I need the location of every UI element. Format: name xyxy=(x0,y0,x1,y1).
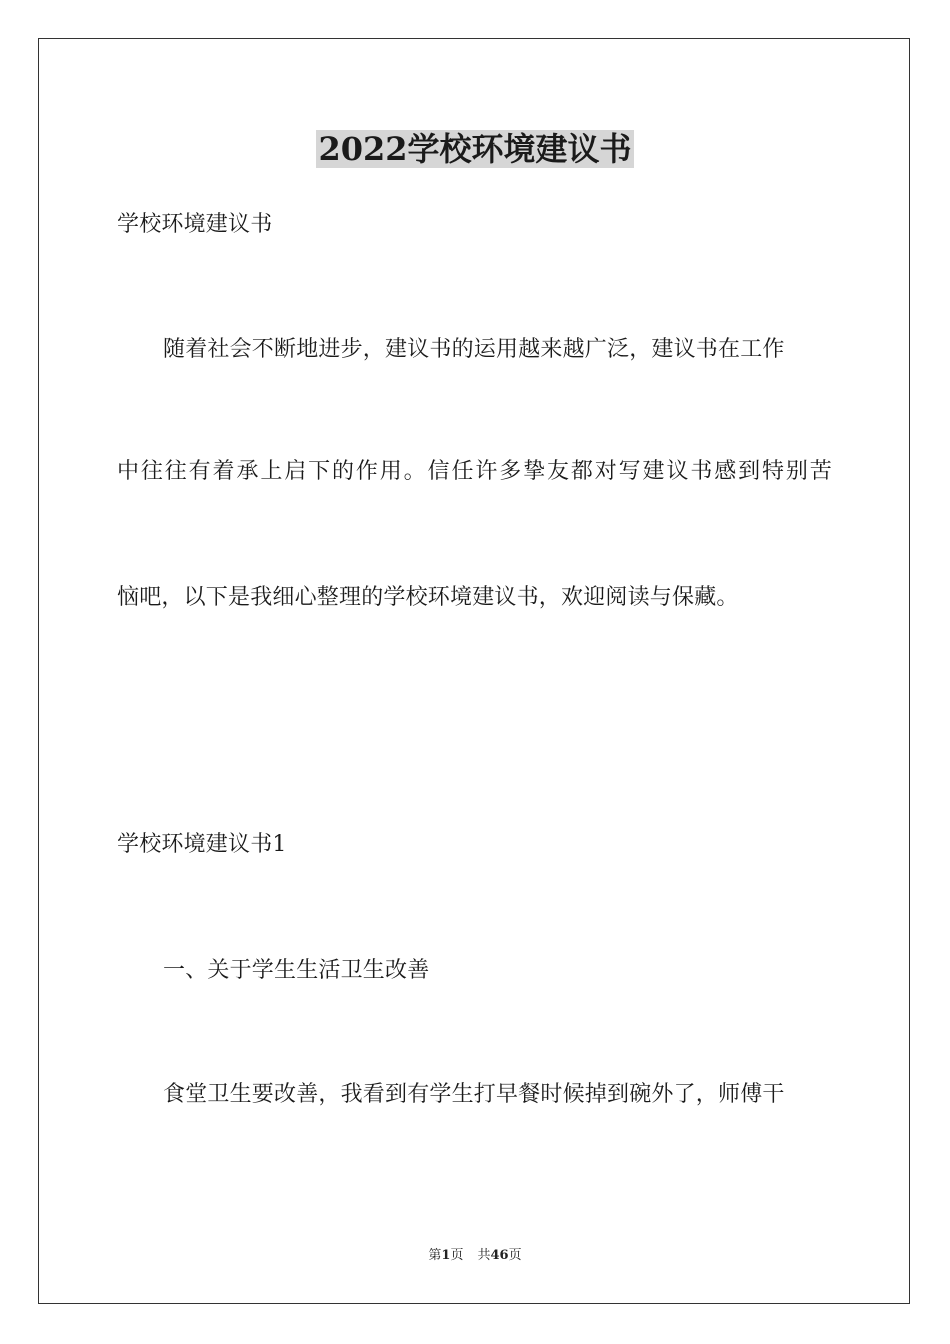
footer-page-number: 1 xyxy=(441,1248,451,1263)
intro-line-2: 中往往有着承上启下的作用。信任许多挚友都对写建议书感到特别苦 xyxy=(117,459,832,484)
document-title xyxy=(0,128,950,170)
body-line: 食堂卫生要改善，我看到有学生打早餐时候掉到碗外了，师傅干 xyxy=(163,1082,785,1107)
intro-line-3: 恼吧，以下是我细心整理的学校环境建议书，欢迎阅读与保藏。 xyxy=(117,585,739,610)
footer-page-prefix: 第 xyxy=(428,1248,442,1263)
intro-line-1: 随着社会不断地进步，建议书的运用越来越广泛，建议书在工作 xyxy=(163,337,785,362)
footer-total-pages: 46 xyxy=(490,1248,509,1263)
footer-page-suffix: 页 xyxy=(450,1248,464,1263)
page-footer xyxy=(0,1247,950,1265)
document-subtitle: 学校环境建议书 xyxy=(117,212,273,237)
document-title-text: 2022学校环境建议书 xyxy=(318,130,632,168)
footer-total-prefix: 共 xyxy=(477,1248,491,1263)
footer-total-suffix: 页 xyxy=(508,1248,522,1263)
subsection-heading: 一、关于学生生活卫生改善 xyxy=(163,958,430,983)
section-heading: 学校环境建议书1 xyxy=(117,832,287,857)
